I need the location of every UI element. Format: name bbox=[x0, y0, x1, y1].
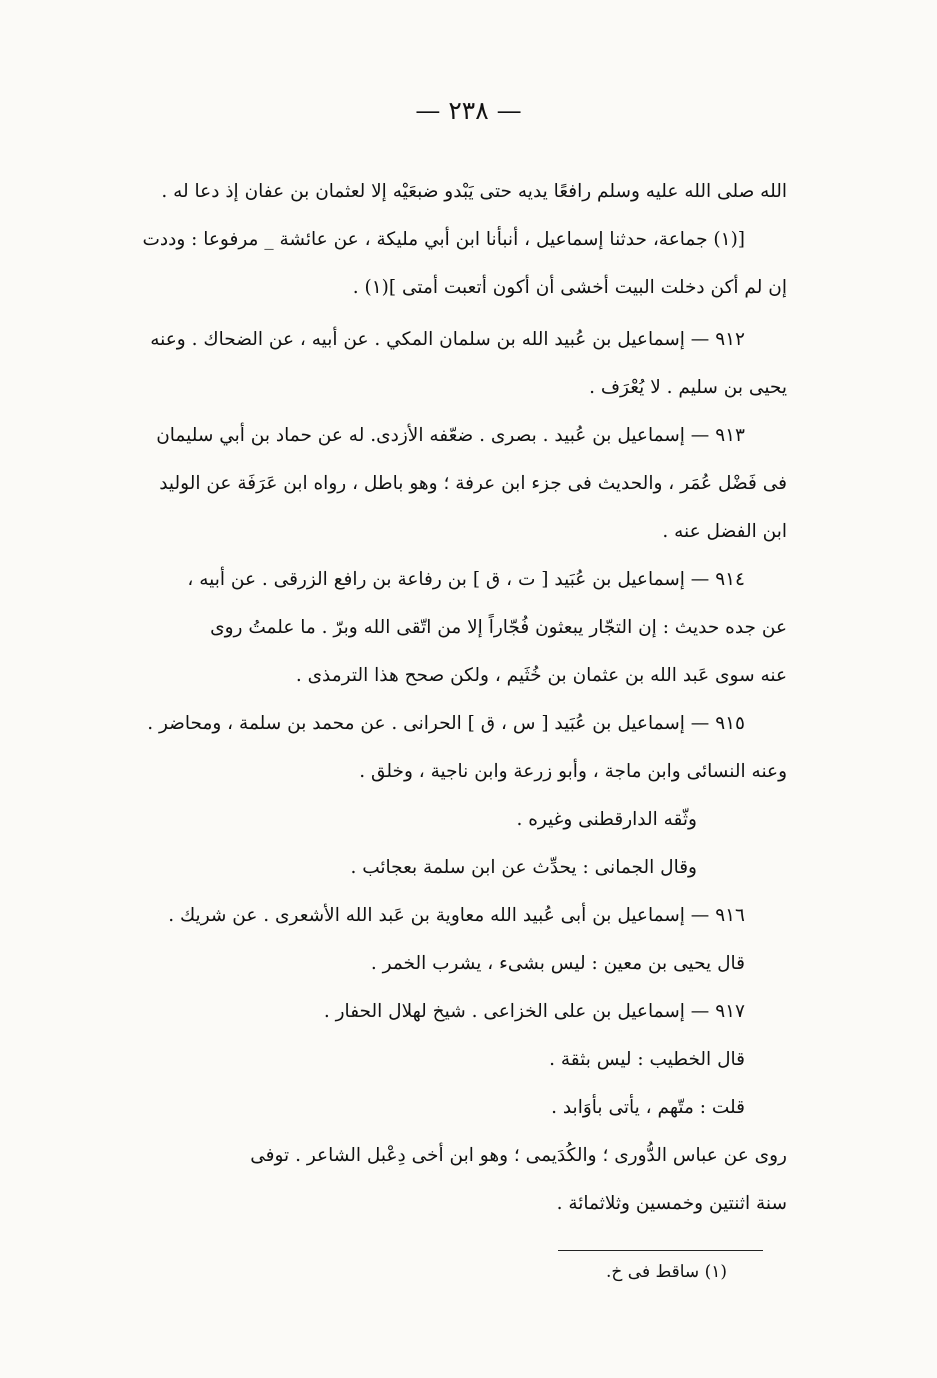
text-line: ابن الفضل عنه . bbox=[662, 521, 787, 542]
entry-914-line: ٩١٤ — إسماعيل بن عُبَيد [ ت ، ق ] بن رفاعة بن رافع الزرقى . عن أبيه ، bbox=[187, 569, 745, 590]
text-line: قال الخطيب : ليس بثقة . bbox=[549, 1049, 745, 1070]
entry-915-line: ٩١٥ — إسماعيل بن عُبَيد [ س ، ق ] الحرانى . عن محمد بن سلمة ، ومحاضر . bbox=[147, 713, 745, 734]
entry-913-line: ٩١٣ — إسماعيل بن عُبيد . بصرى . ضعّفه الأزدى. له عن حماد بن أبي سليمان bbox=[156, 425, 745, 446]
text-line: عنه سوى عَبد الله بن عثمان بن خُثَيم ، ولكن صحح هذا الترمذى . bbox=[295, 665, 787, 686]
text-line: الله صلى الله عليه وسلم رافعًا يديه حتى يَبْدو ضبعَيْه إلا لعثمان بن عفان إذ دعا له . bbox=[161, 181, 787, 202]
footnote: (١) ساقط فى خ. bbox=[606, 1262, 727, 1282]
text-line: سنة اثنتين وخمسين وثلاثمائة . bbox=[556, 1193, 787, 1214]
entry-912-line: ٩١٢ — إسماعيل بن عُبيد الله بن سلمان المكي . عن أبيه ، عن الضحاك . وعنه bbox=[150, 329, 745, 350]
text-line: [(١) جماعة، حدثنا إسماعيل ، أنبأنا ابن أبي مليكة ، عن عائشة _ مرفوعا : وددت bbox=[142, 229, 745, 250]
text-line: وعنه النسائى وابن ماجة ، وأبو زرعة وابن ناجية ، وخلق . bbox=[359, 761, 787, 782]
text-line: إن لم أكن دخلت البيت أخشى أن أكون أتعبت أمتى ](١) . bbox=[352, 277, 787, 298]
page-number: — ٢٣٨ — bbox=[415, 96, 522, 125]
text-line: فى فَضْل عُمَر ، والحديث فى جزء ابن عرفة ؛ وهو باطل ، رواه ابن عَرَفَة عن الوليد bbox=[159, 473, 787, 494]
text-line: وقال الجمانى : يحدِّث عن ابن سلمة بعجائب . bbox=[350, 857, 697, 878]
text-line: يحيى بن سليم . لا يُعْرَف . bbox=[589, 377, 787, 398]
body-text bbox=[87, 168, 787, 1228]
entry-916-line: ٩١٦ — إسماعيل بن أبى عُبيد الله معاوية بن عَبد الله الأشعرى . عن شريك . bbox=[168, 905, 745, 926]
text-line: قلت : متّهم ، يأتى بأوَابد . bbox=[551, 1097, 745, 1118]
entry-917-line: ٩١٧ — إسماعيل بن على الخزاعى . شيخ لهلال الحفار . bbox=[323, 1001, 745, 1022]
footnote-divider bbox=[558, 1250, 763, 1251]
text-line: عن جده حديث : إن التجّار يبعثون فُجّاراً إلا من اتّقى الله وبرّ . ما علمتُ روى bbox=[210, 617, 787, 638]
text-line: وثّقه الدارقطنى وغيره . bbox=[516, 809, 697, 830]
text-line: قال يحيى بن معين : ليس بشىء ، يشرب الخمر . bbox=[370, 953, 745, 974]
text-line: روى عن عباس الدُّورى ؛ والكُدَيمى ؛ وهو ابن أخى دِعْبل الشاعر . توفى bbox=[250, 1145, 787, 1166]
